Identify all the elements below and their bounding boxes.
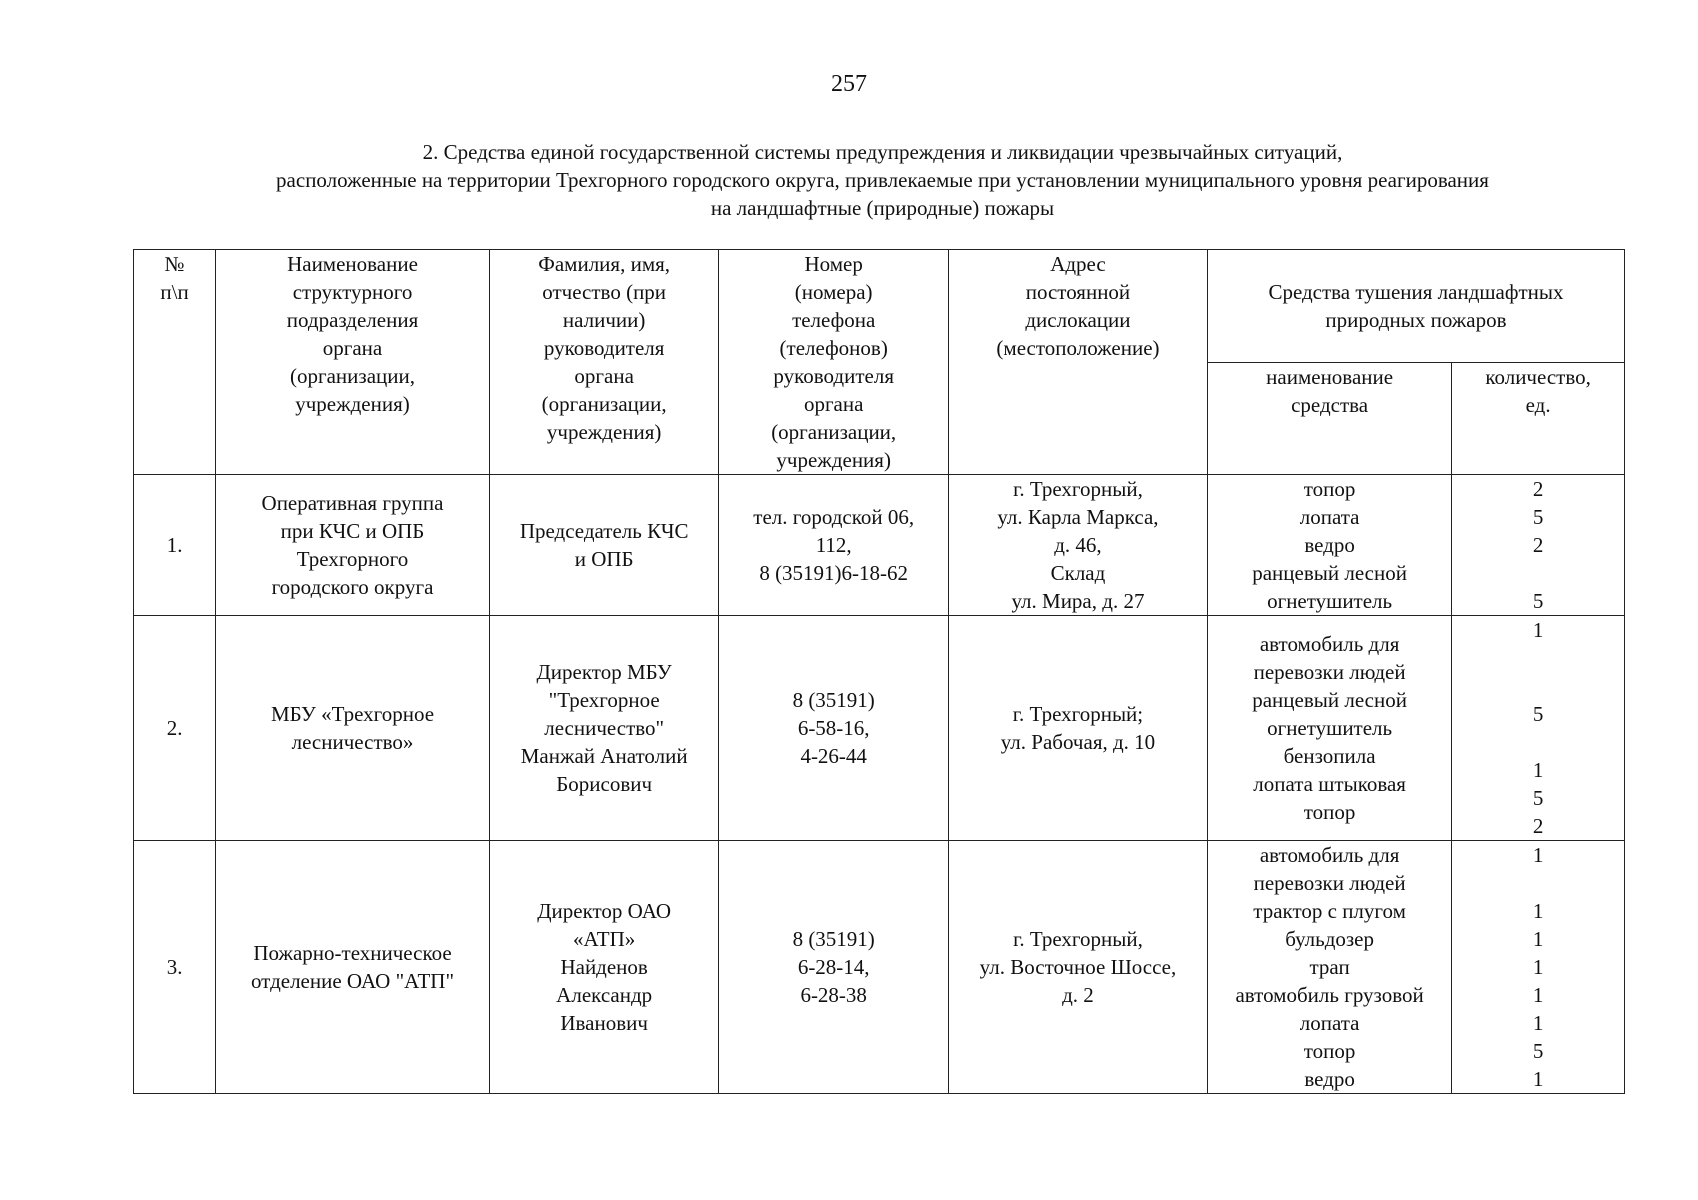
text-line: дислокации [1025, 308, 1131, 332]
text-line: структурного [292, 280, 413, 304]
text-line: ед. [1525, 392, 1551, 417]
header-means [1207, 250, 1624, 363]
text-line: Склад [1050, 561, 1106, 585]
text-line: трактор с плугом [1253, 899, 1406, 923]
text-line: 2 [1532, 477, 1544, 501]
text-line: г. Трехгорный, [1013, 477, 1143, 501]
text-line: Оперативная группа [261, 491, 444, 515]
text-line: 5 [1532, 1039, 1544, 1063]
text-line: перевозки людей [1253, 871, 1406, 895]
text-line: 8 (35191) [792, 927, 875, 951]
text-line: лопата [1299, 1011, 1360, 1035]
text-line: 2 [1532, 814, 1544, 838]
text-line [1456, 644, 1620, 672]
text-line: на ландшафтные (природные) пожары [710, 196, 1055, 220]
text-line [1456, 869, 1620, 897]
text-line: "Трехгорное [548, 688, 660, 712]
text-line: г. Трехгорный, [1013, 927, 1143, 951]
text-line: автомобиль для [1259, 632, 1400, 656]
text-line: огнетушитель [1267, 716, 1393, 740]
text-line: № [164, 252, 185, 276]
text-line: 1 [1532, 927, 1544, 951]
text-line: наличии) [562, 308, 646, 332]
text-line: ведро [1304, 1067, 1355, 1091]
table-row [134, 475, 1625, 616]
text-line: органа [803, 392, 864, 416]
text-line: ведро [1304, 533, 1355, 557]
text-line: количество, [1485, 364, 1591, 389]
text-line: 1 [1532, 758, 1544, 782]
text-line: г. Трехгорный; [1012, 702, 1144, 726]
text-line: 5 [1532, 702, 1544, 726]
text-line: руководителя [773, 364, 894, 388]
text-line: руководителя [543, 336, 665, 360]
text-line: 1 [1532, 955, 1544, 979]
text-line: 2. Средства единой государственной системы предупреждения и ликвидации чрезвычайных ситуаций, [422, 140, 1343, 164]
text-line: перевозки людей [1253, 660, 1406, 684]
text-line: городского округа [271, 575, 434, 599]
head-person [489, 475, 719, 616]
text-line: трап [1309, 955, 1350, 979]
text-line: Председатель КЧС [519, 519, 689, 543]
text-line: 6-28-38 [800, 983, 867, 1007]
text-line: ул. Рабочая, д. 10 [1000, 730, 1156, 754]
text-line: п\п [160, 280, 189, 304]
text-line: «АТП» [572, 927, 636, 951]
text-line: лопата [1299, 505, 1360, 529]
text-line: Номер [804, 252, 863, 276]
text-line: Пожарно-техническое [253, 941, 452, 965]
text-line: учреждения) [295, 392, 410, 416]
text-line: 6-28-14, [797, 955, 870, 979]
address [948, 475, 1207, 616]
text-line: 1 [1532, 899, 1544, 923]
text-line: 1 [1532, 1011, 1544, 1035]
text-line: 8 (35191) [792, 688, 875, 712]
text-line: учреждения) [546, 420, 662, 444]
header-phone [719, 250, 949, 475]
text-line [1456, 672, 1620, 700]
means-names [1207, 616, 1451, 841]
text-line: (организации, [541, 392, 667, 416]
text-line: Наименование [287, 252, 418, 276]
text-line: средства [1291, 392, 1369, 417]
header-head-person [489, 250, 719, 475]
text-line: 5 [1532, 589, 1544, 613]
resources-table [133, 249, 1625, 1094]
unit-name [216, 616, 490, 841]
text-line: лопата штыковая [1253, 772, 1406, 796]
header-address [948, 250, 1207, 475]
means-quantities [1452, 475, 1625, 616]
text-line: Директор МБУ [536, 660, 672, 684]
phone-number [719, 616, 949, 841]
text-line: ранцевый лесной [1252, 688, 1407, 712]
address [948, 841, 1207, 1094]
text-line: 6-58-16, [797, 716, 870, 740]
text-line: автомобиль для [1259, 843, 1400, 867]
means-names [1207, 841, 1451, 1094]
text-line: природных пожаров [1325, 307, 1507, 332]
row-number: 2. [134, 616, 216, 841]
text-line: Адрес [1050, 252, 1106, 276]
text-line: тел. городской 06, [753, 505, 915, 529]
text-line: телефона [792, 308, 876, 332]
unit-name [216, 475, 490, 616]
text-line: (организации, [290, 364, 415, 388]
text-line: отделение ОАО "АТП" [250, 969, 455, 993]
means-quantities [1452, 616, 1625, 841]
text-line: подразделения [286, 308, 419, 332]
text-line: (местоположение) [996, 336, 1160, 360]
text-line: 1 [1532, 843, 1544, 867]
text-line: 1 [1532, 983, 1544, 1007]
text-line: топор [1303, 477, 1356, 501]
text-line: наименование [1266, 364, 1394, 389]
header-unit [216, 250, 490, 475]
phone-number [719, 475, 949, 616]
text-line: отчество (при [542, 280, 667, 304]
row-number: 1. [134, 475, 216, 616]
page-number: 257 [831, 71, 867, 97]
text-line [1456, 559, 1620, 587]
document-heading [140, 138, 1625, 222]
text-line: и ОПБ [574, 547, 634, 571]
text-line: ул. Мира, д. 27 [1011, 589, 1145, 613]
text-line: Александр [556, 983, 653, 1007]
text-line: Трехгорного [296, 547, 409, 571]
text-line: топор [1303, 1039, 1356, 1063]
text-line: (номера) [794, 280, 873, 304]
phone-number [719, 841, 949, 1094]
text-line: 2 [1532, 533, 1544, 557]
text-line: Фамилия, имя, [538, 252, 671, 276]
text-line: ранцевый лесной [1252, 561, 1407, 585]
text-line: д. 46, [1054, 533, 1102, 557]
text-line [1456, 728, 1620, 756]
means-quantities [1452, 841, 1625, 1094]
text-line: Средства тушения ландшафтных [1268, 279, 1564, 304]
text-line: 4-26-44 [800, 744, 867, 768]
table-row [134, 841, 1625, 1094]
text-line: Найденов [560, 955, 648, 979]
text-line: 5 [1532, 505, 1544, 529]
text-line: ул. Восточное Шоссе, [979, 955, 1177, 979]
text-line: топор [1303, 800, 1356, 824]
address [948, 616, 1207, 841]
text-line: Директор ОАО [537, 899, 672, 923]
text-line: расположенные на территории Трехгорного городского округа, привлекаемые при установлении муниципального уровня реагирования [276, 168, 1489, 192]
table-row [134, 616, 1625, 841]
text-line: бензопила [1283, 744, 1376, 768]
text-line: учреждения) [776, 448, 891, 472]
text-line: огнетушитель [1267, 589, 1393, 613]
row-number: 3. [134, 841, 216, 1094]
text-line: 8 (35191)6-18-62 [759, 561, 909, 585]
text-line: (телефонов) [779, 336, 888, 360]
header-means-name [1207, 362, 1451, 475]
text-line: д. 2 [1062, 983, 1094, 1007]
head-person [489, 841, 719, 1094]
text-line: лесничество" [544, 716, 665, 740]
text-line: ул. Карла Маркса, [997, 505, 1159, 529]
text-line: МБУ «Трехгорное [270, 702, 435, 726]
text-line: постоянной [1025, 280, 1131, 304]
text-line: Манжай Анатолий [520, 744, 688, 768]
text-line: (организации, [771, 420, 897, 444]
text-line: органа [322, 336, 383, 360]
text-line: при КЧС и ОПБ [280, 519, 425, 543]
text-line: Борисович [556, 772, 653, 796]
text-line: 5 [1532, 786, 1544, 810]
text-line: 112, [815, 533, 852, 557]
header-means-qty [1452, 362, 1625, 475]
text-line: лесничество» [291, 730, 414, 754]
text-line: Иванович [560, 1011, 648, 1035]
head-person [489, 616, 719, 841]
text-line: бульдозер [1285, 927, 1375, 951]
unit-name [216, 841, 490, 1094]
text-line: 1 [1532, 618, 1544, 642]
header-num [134, 250, 216, 475]
text-line: автомобиль грузовой [1235, 983, 1424, 1007]
means-names [1207, 475, 1451, 616]
text-line: органа [574, 364, 634, 388]
text-line: 1 [1532, 1067, 1544, 1091]
